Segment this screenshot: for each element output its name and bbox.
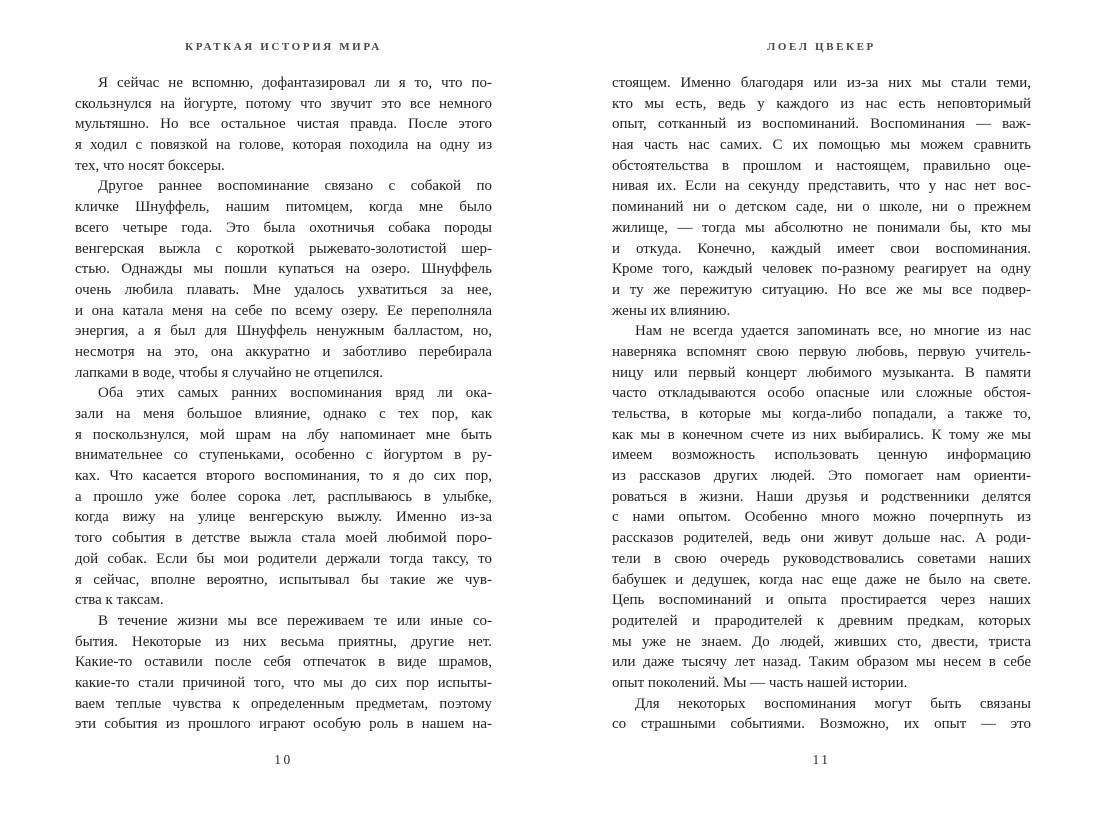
text-line: а прошло уже более сорока лет, расплываюсь в улыбке, bbox=[75, 488, 492, 505]
text-line: из рассказов других людей. Это помогает нам ориенти- bbox=[612, 468, 1031, 485]
text-line: стью. Однажды мы пошли купаться на озеро. Шнуффель bbox=[75, 261, 492, 278]
text-line: или даже тысячу лет назад. Таким образом мы несем в себе bbox=[612, 654, 1031, 671]
page-number-right: 11 bbox=[812, 752, 831, 767]
text-line: ваем теплые чувства к определенным предметам, поэтому bbox=[75, 695, 492, 712]
text-line: тельства, в которые мы когда-либо попадали, а также то, bbox=[612, 406, 1031, 422]
page-text-right bbox=[612, 73, 1031, 735]
text-line: ная часть нас самих. С их помощью мы можем сравнить bbox=[612, 137, 1031, 154]
running-header-book-title: КРАТКАЯ ИСТОРИЯ МИРА bbox=[185, 41, 382, 53]
text-line: родителей и прародителей к древним предкам, которых bbox=[612, 612, 1031, 629]
text-line: жилище, — тогда мы абсолютно не понимали бы, кто мы bbox=[612, 219, 1031, 236]
text-line: того события в детстве выжла стала моей любимой поро- bbox=[75, 530, 492, 547]
text-line: и она катала меня на себе по всему озеру. Ее переполняла bbox=[75, 302, 492, 319]
text-line: тели в свою очередь руководствовались советами наших bbox=[612, 550, 1031, 567]
text-line: Нам не всегда удается запоминать все, но многие из нас bbox=[635, 323, 1031, 340]
text-line: тех, что носят боксеры. bbox=[75, 157, 225, 174]
text-line: я сейчас, вполне вероятно, испытывал бы такие же чув- bbox=[75, 571, 492, 588]
text-line: роваться в жизни. Наши друзья и родственники делятся bbox=[612, 488, 1031, 505]
text-line: имеем возможность использовать ценную информацию bbox=[612, 447, 1031, 464]
text-line: ках. Что касается второго воспоминания, то я до сих пор, bbox=[75, 468, 492, 485]
text-line: дой собак. Если бы мои родители держали тогда таксу, то bbox=[75, 550, 492, 567]
text-line: Кроме того, каждый человек по-разному реагирует на одну bbox=[612, 261, 1031, 278]
page-number-left: 10 bbox=[274, 752, 293, 767]
text-line: часто откладываются особо опасные или сложные обстоя- bbox=[612, 385, 1031, 402]
text-line: ницу или первый концерт любимого музыканта. В памяти bbox=[612, 364, 1031, 381]
text-line: с нами опытом. Особенно много можно почерпнуть из bbox=[612, 509, 1031, 526]
text-line: несмотря на это, она аккуратно и заботливо перебирала bbox=[75, 343, 492, 360]
text-line: как мы в конечном счете из них выбирались. К тому же мы bbox=[612, 426, 1031, 443]
text-line: бытия. Некоторые из них весьма приятны, другие нет. bbox=[75, 633, 492, 650]
text-line: мы уже не знаем. До людей, живших сто, двести, триста bbox=[612, 633, 1031, 650]
text-line: очень любила плавать. Мне удалось ухватиться за нее, bbox=[75, 281, 492, 298]
text-line: мультяшно. Но все остальное чистая правда. После этого bbox=[75, 116, 492, 133]
text-line: скользнулся на йогурте, потому что звучит это все немного bbox=[75, 95, 492, 112]
text-line: опыт поколений. Мы — часть нашей истории. bbox=[612, 674, 908, 691]
text-line: поминаний ни о детском саде, ни о школе, ни о прежнем bbox=[612, 199, 1031, 216]
text-line: Другое раннее воспоминание связано с собакой по bbox=[98, 178, 492, 195]
text-line: и откуда. Конечно, каждый имеет свои воспоминания. bbox=[612, 240, 1031, 257]
text-line: Для некоторых воспоминания могут быть связаны bbox=[635, 695, 1031, 712]
text-line: Оба этих самых ранних воспоминания вряд ли ока- bbox=[98, 385, 492, 402]
text-line: Я сейчас не вспомню, дофантазировал ли я то, что по- bbox=[98, 75, 492, 91]
text-line: ства к таксам. bbox=[75, 592, 164, 609]
text-line: рассказов родителей, ведь они живут дольше нас. А роди- bbox=[612, 530, 1031, 547]
text-line: зали на меня большое влияние, однако с тех пор, как bbox=[75, 406, 492, 422]
text-line: когда вижу на улице венгерскую выжлу. Именно из-за bbox=[75, 509, 492, 526]
text-line: бабушек и дедушек, когда нас еще даже не было на свете. bbox=[612, 571, 1031, 588]
running-header-author-name: ЛОЕЛ ЦВЕКЕР bbox=[767, 41, 876, 53]
page-right bbox=[612, 0, 1031, 825]
text-line: кто мы есть, ведь у каждого из нас есть неповторимый bbox=[612, 95, 1031, 112]
text-line: энергия, а я был для Шнуффель ненужным балластом, но, bbox=[75, 323, 492, 340]
text-line: венгерская выжла с короткой рыжевато-золотистой шер- bbox=[75, 240, 492, 257]
text-line: жены их влиянию. bbox=[612, 302, 731, 319]
text-line: я ходил с повязкой на голове, которая походила на одну из bbox=[75, 137, 492, 154]
text-line: Какие-то оставили после себя отпечаток в виде шрамов, bbox=[75, 654, 492, 671]
page-text-left bbox=[75, 73, 492, 735]
text-line: наверняка вспомнят свою первую любовь, первую учитель- bbox=[612, 343, 1031, 360]
text-line: и ту же пережитую ситуацию. Но все же мы все подвер- bbox=[612, 281, 1031, 298]
text-line: стоящем. Именно благодаря или из-за них мы стали теми, bbox=[612, 75, 1031, 91]
text-line: со страшными событиями. Возможно, их опыт — это bbox=[612, 716, 1031, 733]
text-line: Цепь воспоминаний и опыта простирается через наших bbox=[612, 592, 1031, 609]
text-line: нивая их. Если на секунду представить, что у нас нет вос- bbox=[612, 178, 1031, 195]
text-line: всего четыре года. Это была охотничья собака породы bbox=[75, 219, 492, 236]
text-line: эти события из прошлого играют особую роль в нашем на- bbox=[75, 716, 492, 733]
page-left bbox=[75, 0, 492, 825]
text-line: какие-то стали причиной того, что мы до сих пор испыты- bbox=[75, 674, 492, 691]
text-line: я поскользнулся, мой шрам на лбу напоминает мне быть bbox=[75, 426, 492, 443]
text-line: обстоятельства в прошлом и настоящем, правильно оце- bbox=[612, 157, 1031, 174]
text-line: кличке Шнуффель, нашим питомцем, когда мне было bbox=[75, 199, 492, 216]
text-line: внимательнее со ступеньками, особенно с йогуртом в ру- bbox=[75, 447, 492, 464]
text-line: опыт, сотканный из воспоминаний. Воспоминания — важ- bbox=[612, 116, 1031, 133]
text-line: В течение жизни мы все переживаем те или иные со- bbox=[98, 612, 492, 629]
text-line: лапками в воде, чтобы я случайно не отцепился. bbox=[75, 364, 384, 381]
